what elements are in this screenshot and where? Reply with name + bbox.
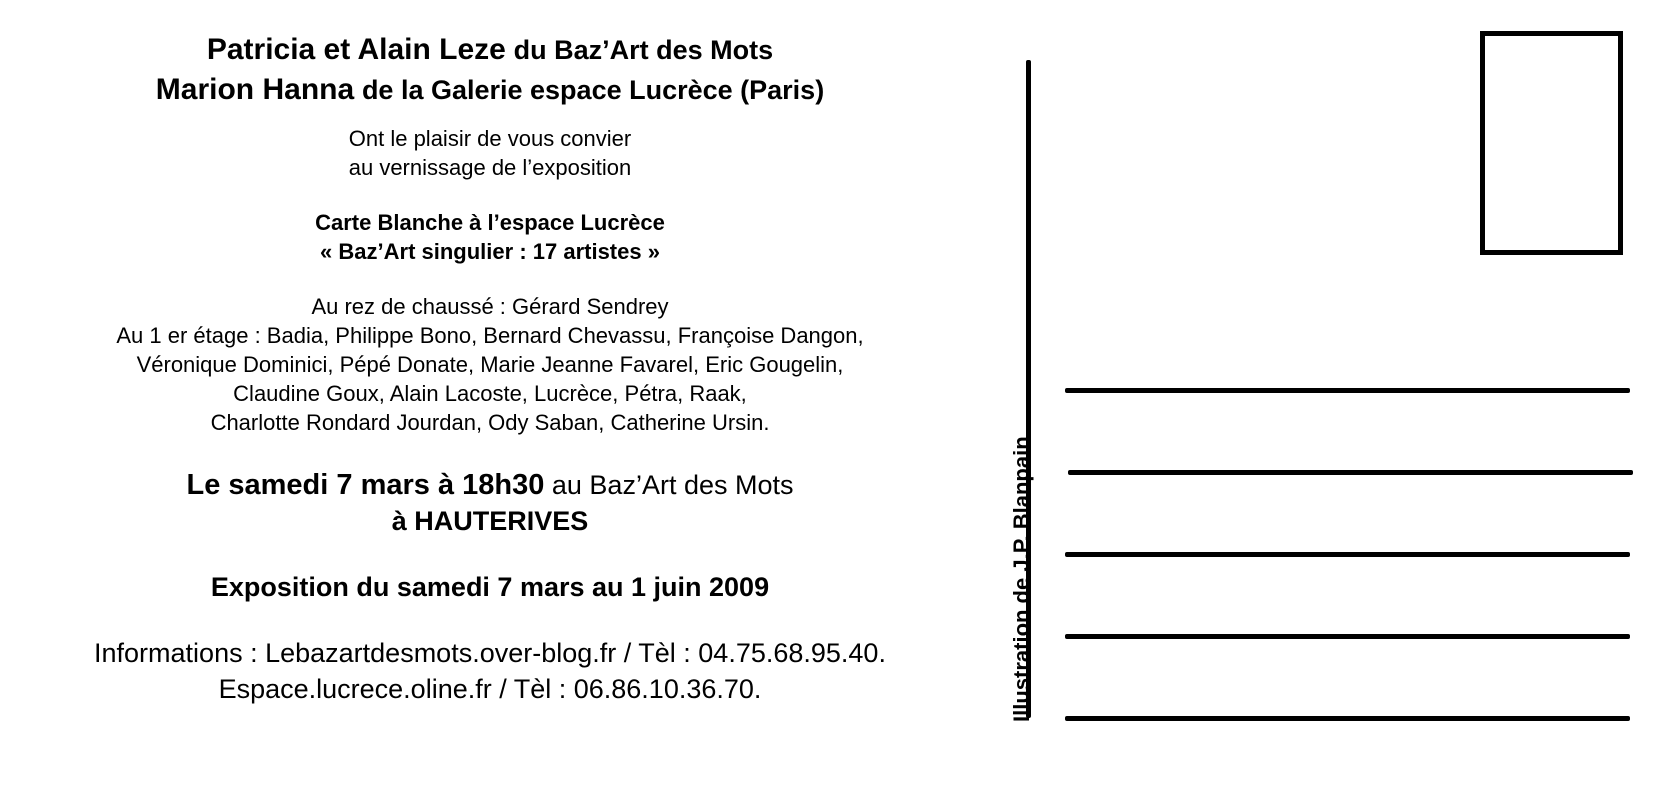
contact-info xyxy=(40,635,940,707)
first-floor-artists-line: Claudine Goux, Alain Lacoste, Lucrèce, Pétra, Raak, xyxy=(233,381,747,406)
address-line xyxy=(1068,470,1633,475)
opening-town: à HAUTERIVES xyxy=(391,506,589,536)
invitation-line-1: Ont le plaisir de vous convier xyxy=(348,126,632,151)
organizer-names: Patricia et Alain Leze xyxy=(206,33,506,66)
illustration-credit: Illustration de J.P. Blanpain xyxy=(1009,436,1034,722)
invitation-text xyxy=(40,30,940,707)
header-line-2 xyxy=(40,70,940,110)
contact-line-2: Espace.lucrece.oline.fr / Tèl : 06.86.10.36.70. xyxy=(218,674,762,704)
address-line xyxy=(1065,634,1630,639)
exhibition-dates: Exposition du samedi 7 mars au 1 juin 2009 xyxy=(210,572,770,602)
gallery-name: de la Galerie espace Lucrèce (Paris) xyxy=(361,75,825,105)
first-floor-artists-line: Au 1 er étage : Badia, Philippe Bono, Bernard Chevassu, Françoise Dangon, xyxy=(116,323,864,348)
organizer-venue: du Baz’Art des Mots xyxy=(513,35,774,65)
invitation-line-2: au vernissage de l’exposition xyxy=(348,155,632,180)
contact-line-1: Informations : Lebazartdesmots.over-blog.fr / Tèl : 04.75.68.95.40. xyxy=(94,638,886,668)
ground-floor-artists: Au rez de chaussé : Gérard Sendrey xyxy=(311,294,669,319)
address-line xyxy=(1065,716,1630,721)
header-line-1 xyxy=(40,30,940,70)
header xyxy=(40,30,940,110)
artist-list xyxy=(40,292,940,437)
opening-details xyxy=(40,467,940,539)
invitation-phrase xyxy=(40,124,940,182)
opening-venue: au Baz’Art des Mots xyxy=(551,470,794,500)
address-line xyxy=(1065,388,1630,393)
opening-date-time: Le samedi 7 mars à 18h30 xyxy=(186,469,545,501)
exhibition-title: Carte Blanche à l’espace Lucrèce xyxy=(315,210,665,235)
opening-line-1 xyxy=(40,467,940,503)
gallery-owner-name: Marion Hanna xyxy=(155,73,355,106)
first-floor-artists-line: Charlotte Rondard Jourdan, Ody Saban, Catherine Ursin. xyxy=(210,410,770,435)
exhibition-subtitle: « Baz’Art singulier : 17 artistes » xyxy=(320,239,660,264)
stamp-box xyxy=(1480,31,1623,255)
address-line xyxy=(1065,552,1630,557)
exhibition-title-block xyxy=(40,208,940,266)
first-floor-artists-line: Véronique Dominici, Pépé Donate, Marie Jeanne Favarel, Eric Gougelin, xyxy=(136,352,844,377)
